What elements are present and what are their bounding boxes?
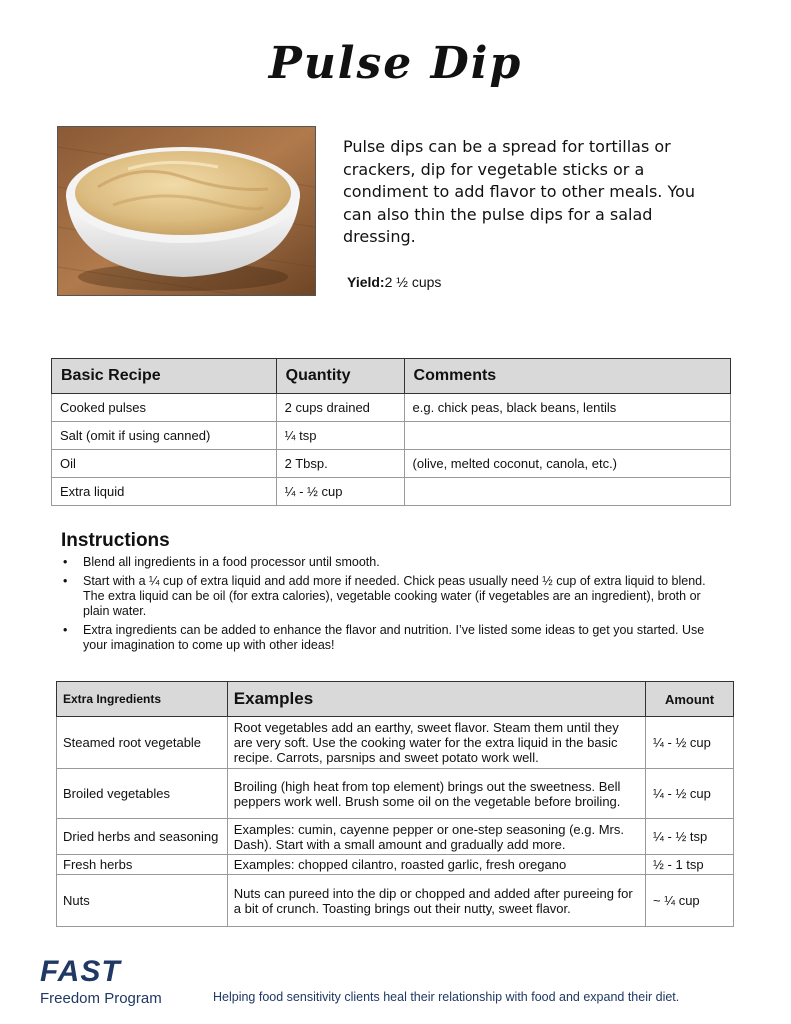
header-extra-ingredients: Extra Ingredients — [57, 682, 228, 717]
amount-cell: ¼ - ½ tsp — [646, 819, 734, 855]
yield-value: 2 ½ cups — [384, 274, 442, 290]
table-row — [52, 394, 731, 422]
instructions-heading: Instructions — [61, 530, 170, 551]
table-header-row — [52, 359, 731, 394]
examples-cell: Nuts can pureed into the dip or chopped and added after pureeing for a bit of crunch. Toasting brings out their nutty, sweet flavor. — [227, 875, 645, 927]
examples-cell: Examples: cumin, cayenne pepper or one-step seasoning (e.g. Mrs. Dash). Start with a small amount and gradually add more. — [227, 819, 645, 855]
examples-cell: Root vegetables add an earthy, sweet flavor. Steam them until they are very soft. Use the cooking water for the extra liquid in the basic recipe. Carrots, parsnips and sweet potato work well. — [227, 717, 645, 769]
header-examples: Examples — [227, 682, 645, 717]
table-row — [57, 819, 734, 855]
ingredient-cell: Salt (omit if using canned) — [52, 422, 277, 450]
quantity-cell: 2 cups drained — [276, 394, 404, 422]
table-row — [57, 875, 734, 927]
examples-cell: Examples: chopped cilantro, roasted garlic, fresh oregano — [227, 855, 645, 875]
instruction-text: Extra ingredients can be added to enhance the flavor and nutrition. I’ve listed some ideas to get you started. Use your imagination to come up with other ideas! — [83, 623, 705, 652]
instruction-text: Start with a ¼ cup of extra liquid and add more if needed. Chick peas usually need ½ cup of extra liquid to blend. The extra liquid can be oil (for extra calories), vegetable cooking water (if vegetables are an ingredient), broth or plain water. — [83, 574, 706, 618]
quantity-cell: 2 Tbsp. — [276, 450, 404, 478]
examples-cell: Broiling (high heat from top element) brings out the sweetness. Bell peppers work well. Brush some oil on the vegetable before broiling. — [227, 769, 645, 819]
basic-recipe-table — [51, 358, 731, 506]
logo-subtitle: Freedom Program — [40, 990, 162, 1007]
ingredient-cell: Steamed root vegetable — [57, 717, 228, 769]
ingredient-cell: Nuts — [57, 875, 228, 927]
extra-ingredients-table — [56, 681, 734, 927]
table-row — [52, 422, 731, 450]
table-row — [52, 478, 731, 506]
ingredient-cell: Dried herbs and seasoning — [57, 819, 228, 855]
bullet-icon: • — [63, 574, 68, 588]
dip-bowl-photo — [57, 126, 316, 296]
list-item — [62, 555, 727, 570]
logo-wordmark: FAST — [40, 955, 121, 988]
intro-paragraph: Pulse dips can be a spread for tortillas or crackers, dip for vegetable sticks or a condiment to add flavor to other meals. You can also thin the pulse dips for a salad dressing. — [343, 137, 696, 246]
comments-cell — [404, 422, 730, 450]
footer-tagline: Helping food sensitivity clients heal their relationship with food and expand their diet. — [213, 990, 680, 1004]
quantity-cell: ¼ tsp — [276, 422, 404, 450]
bullet-icon: • — [63, 623, 68, 637]
table-row — [57, 769, 734, 819]
ingredient-cell: Extra liquid — [52, 478, 277, 506]
header-amount: Amount — [646, 682, 734, 717]
amount-cell: ~ ¼ cup — [646, 875, 734, 927]
table-row — [57, 855, 734, 875]
comments-cell — [404, 478, 730, 506]
header-comments: Comments — [404, 359, 730, 394]
amount-cell: ¼ - ½ cup — [646, 717, 734, 769]
fast-logo — [40, 956, 162, 1008]
comments-cell: e.g. chick peas, black beans, lentils — [404, 394, 730, 422]
list-item — [62, 574, 727, 619]
ingredient-cell: Oil — [52, 450, 277, 478]
amount-cell: ¼ - ½ cup — [646, 769, 734, 819]
ingredient-cell: Broiled vegetables — [57, 769, 228, 819]
quantity-cell: ¼ - ½ cup — [276, 478, 404, 506]
list-item — [62, 623, 727, 653]
header-quantity: Quantity — [276, 359, 404, 394]
ingredient-cell: Cooked pulses — [52, 394, 277, 422]
header-basic-recipe: Basic Recipe — [52, 359, 277, 394]
dip-bowl-image — [58, 127, 315, 295]
table-row — [57, 717, 734, 769]
instructions-list — [62, 555, 727, 657]
yield-label: Yield: — [347, 274, 385, 290]
table-header-row — [57, 682, 734, 717]
ingredient-cell: Fresh herbs — [57, 855, 228, 875]
yield-line — [347, 274, 441, 290]
table-row — [52, 450, 731, 478]
comments-cell: (olive, melted coconut, canola, etc.) — [404, 450, 730, 478]
instruction-text: Blend all ingredients in a food processor until smooth. — [83, 555, 380, 569]
amount-cell: ½ - 1 tsp — [646, 855, 734, 875]
page-title: Pulse Dip — [268, 38, 523, 89]
bullet-icon: • — [63, 555, 68, 569]
